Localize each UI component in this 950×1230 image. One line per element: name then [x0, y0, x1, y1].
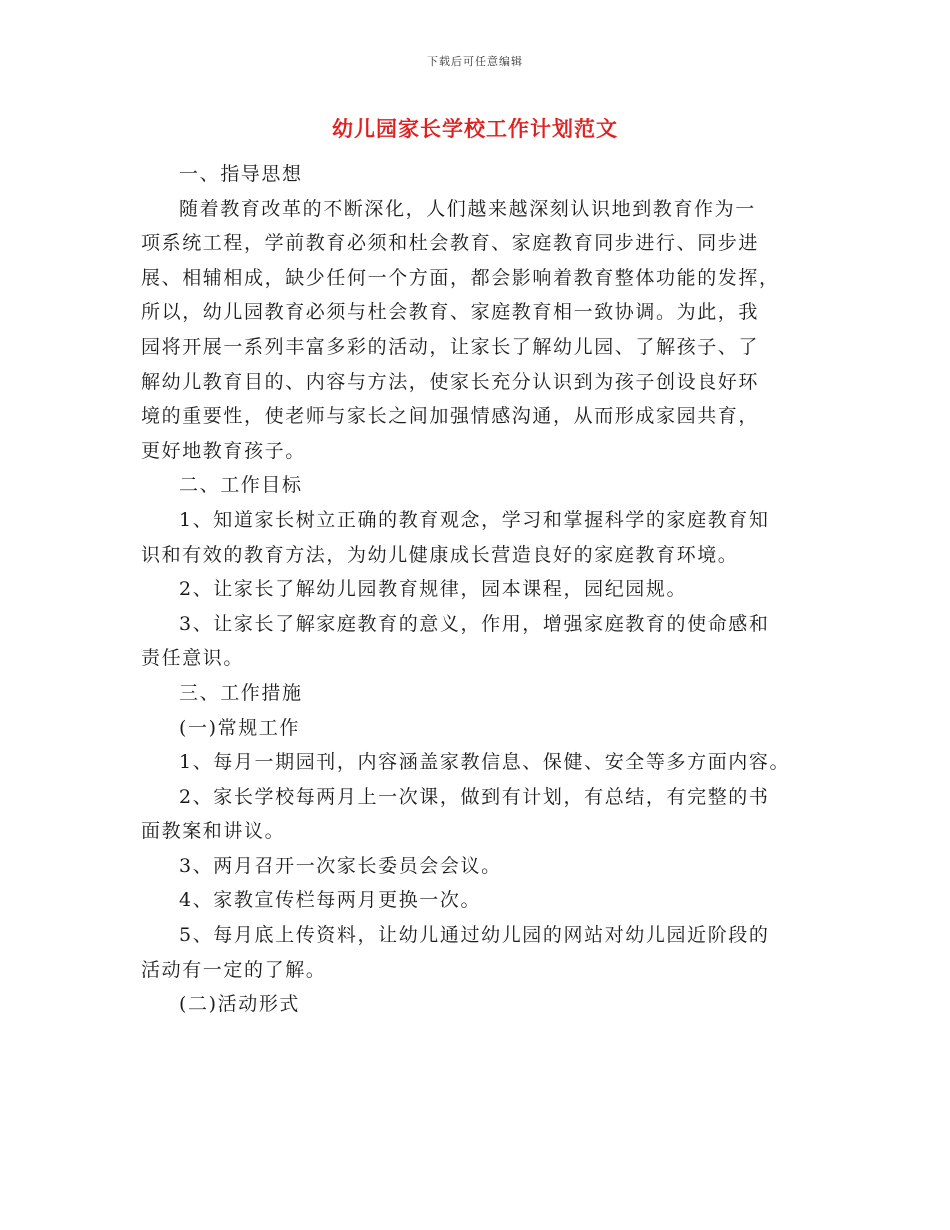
text-line: 三、工作措施 [179, 681, 303, 704]
paragraph-goal-3 [141, 607, 821, 676]
text-line: 1、每月一期园刊，内容涵盖家教信息、保健、安全等多方面内容。 [179, 751, 791, 774]
section-heading-guiding-ideology [141, 157, 821, 192]
text-line: 2、让家长了解幼儿园教育规律，园本课程，园纪园规。 [179, 578, 688, 601]
text-line: 展、相辅相成，缺少任何一个方面，都会影响着教育整体功能的发挥， [141, 266, 780, 289]
text-line: 4、家教宣传栏每两月更换一次。 [179, 889, 482, 912]
text-line: 责任意识。 [141, 647, 245, 670]
section-heading-work-measures [141, 676, 821, 711]
text-line: (一)常规工作 [179, 716, 301, 739]
text-line: 面教案和讲议。 [141, 820, 286, 843]
paragraph-routine-4 [141, 883, 821, 918]
text-line: 1、知道家长树立正确的教育观念，学习和掌握科学的家庭教育知 [179, 508, 770, 531]
text-line: 识和有效的教育方法，为幼儿健康成长营造良好的家庭教育环境。 [141, 543, 739, 566]
text-line: 活动有一定的了解。 [141, 958, 327, 981]
text-line: 二、工作目标 [179, 474, 303, 497]
text-line: 3、让家长了解家庭教育的意义，作用，增强家庭教育的使命感和 [179, 612, 770, 635]
section-heading-work-goals [141, 468, 821, 503]
paragraph-goal-2 [141, 572, 821, 607]
paragraph-routine-5 [141, 918, 821, 987]
header-note: 下载后可任意编辑 [427, 55, 523, 68]
text-line: 3、两月召开一次家长委员会会议。 [179, 854, 502, 877]
text-line: 园将开展一系列丰富多彩的活动，让家长了解幼儿园、了解孩子、了 [141, 335, 760, 358]
document-body [141, 157, 821, 1022]
document-title: 幼儿园家长学校工作计划范文 [332, 116, 618, 141]
subsection-heading-routine-work [141, 711, 821, 746]
text-line: 更好地教育孩子。 [141, 439, 306, 462]
paragraph-routine-1 [141, 745, 821, 780]
text-line: (二)活动形式 [179, 993, 301, 1016]
text-line: 境的重要性，使老师与家长之间加强情感沟通，从而形成家园共育， [141, 405, 760, 428]
text-line: 一、指导思想 [179, 163, 303, 185]
text-line: 解幼儿教育目的、内容与方法，使家长充分认识到为孩子创设良好环 [141, 370, 760, 393]
text-line: 所以，幼儿园教育必须与杜会教育、家庭教育相一致协调。为此，我 [141, 301, 760, 324]
paragraph-routine-3 [141, 849, 821, 884]
text-line: 项系统工程，学前教育必须和杜会教育、家庭教育同步进行、同步进 [141, 232, 760, 255]
paragraph-goal-1 [141, 503, 821, 572]
text-line: 2、家长学校每两月上一次课，做到有计划，有总结，有完整的书 [179, 785, 770, 808]
text-line: 随着教育改革的不断深化，人们越来越深刻认识地到教育作为一 [179, 197, 756, 220]
paragraph-routine-2 [141, 780, 821, 849]
paragraph-guiding-ideology [141, 192, 821, 469]
subsection-heading-activity-forms [141, 987, 821, 1022]
text-line: 5、每月底上传资料，让幼儿通过幼儿园的网站对幼儿园近阶段的 [179, 924, 770, 947]
